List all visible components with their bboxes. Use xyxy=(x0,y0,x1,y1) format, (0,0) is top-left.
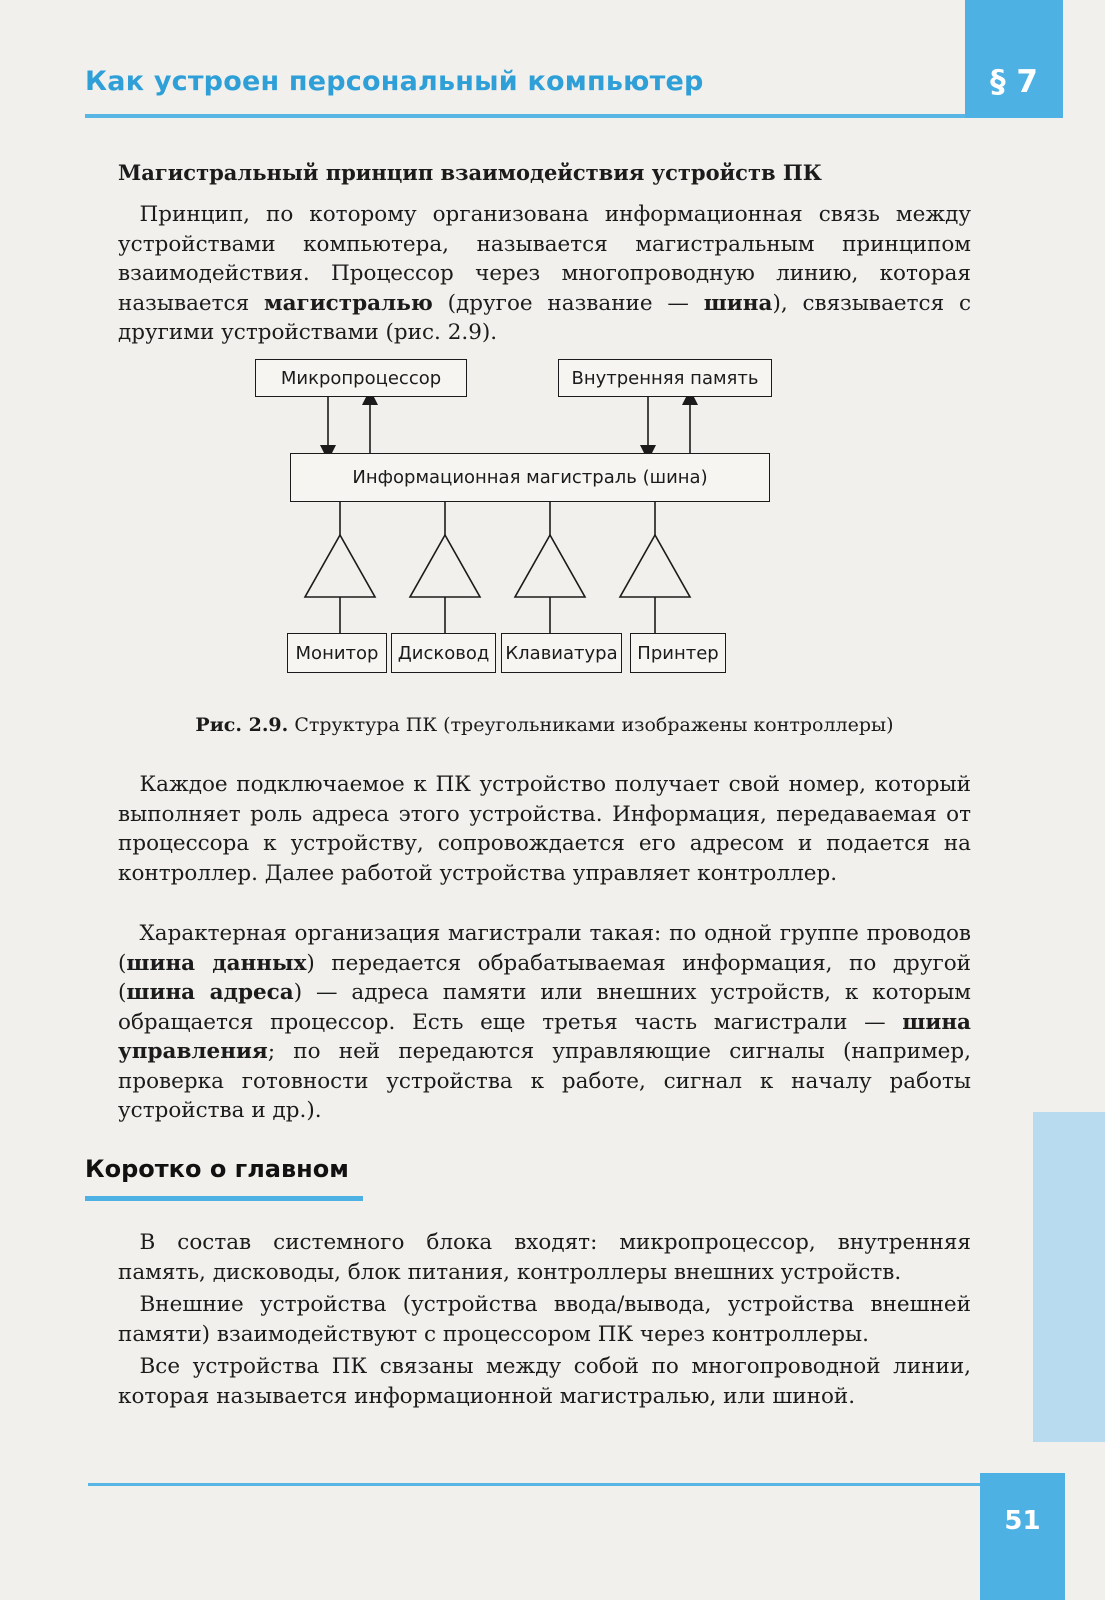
text-run: (другое название — xyxy=(432,290,704,316)
pc-structure-diagram xyxy=(250,345,810,695)
text-run: Все устройства ПК связаны между собой по многопроводной линии, которая называется информационной магистралью, или шиной. xyxy=(118,1354,971,1409)
page-number-tab xyxy=(980,1473,1065,1600)
box-information-bus: Информационная магистраль (шина) xyxy=(290,453,770,502)
text-run: ) — адреса памяти или внешних устройств, к которым обращается процессор. Есть еще третья часть магистрали — xyxy=(118,980,972,1035)
text-run: Принцип, по которому организована информационная связь между устройствами компьютера, называется магистральным принципом взаимодействия. Процессор через многопроводную линию, которая называется xyxy=(118,202,971,316)
text-run: ), связывается с другими устройствами (рис. 2.9). xyxy=(118,290,971,345)
side-margin-bar xyxy=(1033,1112,1105,1442)
controller-triangle-keyboard xyxy=(515,535,585,597)
controller-triangle-disk xyxy=(410,535,480,597)
header-rule xyxy=(85,114,967,118)
term-bus: магистралью xyxy=(263,290,433,316)
text-run: В состав системного блока входят: микропроцессор, внутренняя память, дисководы, блок питания, контроллеры внешних устройств. xyxy=(118,1230,971,1285)
box-internal-memory: Внутренняя память xyxy=(558,359,772,397)
controller-triangle-monitor xyxy=(305,535,375,597)
text-run: Внешние устройства (устройства ввода/вывода, устройства внешней памяти) взаимодействуют с процессором ПК через контроллеры. xyxy=(118,1292,971,1347)
footer-rule xyxy=(88,1483,981,1486)
term-shina: шина xyxy=(703,290,773,316)
chapter-title: Как устроен персональный компьютер xyxy=(85,66,704,97)
text-run: Характерная организация магистрали такая: по одной группе проводов ( xyxy=(118,921,971,976)
summary-item xyxy=(118,1228,971,1287)
term-control-bus: шина управления xyxy=(118,1009,971,1064)
summary-item xyxy=(118,1352,971,1411)
section-number: § 7 xyxy=(990,64,1038,100)
text-run: ; по ней передаются управляющие сигналы (например, проверка готовности устройства к работе, сигнал к началу работы устройства и др.). xyxy=(118,1039,971,1123)
paragraph-bus-principle xyxy=(118,200,971,348)
box-microprocessor: Микропроцессор xyxy=(255,359,467,397)
page-number: 51 xyxy=(1004,1506,1041,1536)
box-printer: Принтер xyxy=(630,633,726,673)
text-run: ) передается обрабатываемая информация, по другой ( xyxy=(118,950,972,1005)
box-disk-drive: Дисковод xyxy=(391,633,496,673)
figure-label: Рис. 2.9. xyxy=(195,714,289,736)
paragraph-bus-organization xyxy=(118,919,971,1126)
section-tab xyxy=(965,0,1063,118)
paragraph-device-address xyxy=(118,770,971,888)
term-data-bus: шина данных xyxy=(126,950,307,976)
section-heading: Магистральный принцип взаимодействия устройств ПК xyxy=(118,160,822,185)
figure-caption-text: Структура ПК (треугольниками изображены контроллеры) xyxy=(288,714,894,736)
box-monitor: Монитор xyxy=(287,633,387,673)
summary-item xyxy=(118,1290,971,1349)
figure-caption xyxy=(118,714,971,736)
box-keyboard: Клавиатура xyxy=(501,633,622,673)
summary-heading: Коротко о главном xyxy=(85,1155,349,1183)
text-run: Каждое подключаемое к ПК устройство получает свой номер, который выполняет роль адреса этого устройства. Информация, передаваемая от процессора к устройству, сопровождается его адресом и подается на контроллер. Далее работой устройства управляет контроллер. xyxy=(118,772,971,886)
summary-underline xyxy=(85,1196,363,1201)
term-address-bus: шина адреса xyxy=(126,980,294,1005)
controller-triangle-printer xyxy=(620,535,690,597)
